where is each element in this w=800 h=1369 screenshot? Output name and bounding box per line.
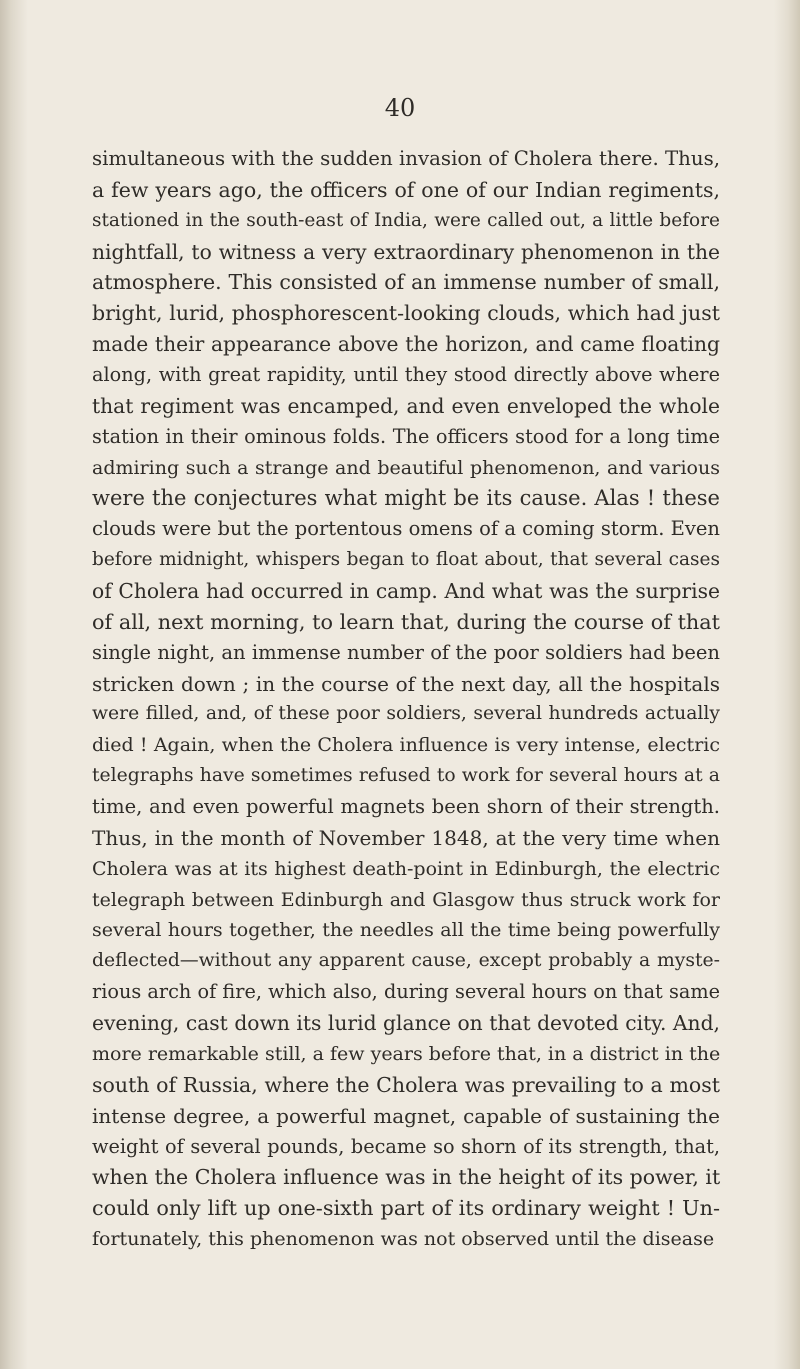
- text-line: were filled, and, of these poor soldiers, several hundreds actually: [92, 703, 720, 725]
- text-line: when the Cholera influence was in the height of its power, it: [92, 1165, 721, 1190]
- text-line: fortunately, this phenomenon was not observed until the disease: [92, 1228, 715, 1251]
- page-number: 40: [384, 94, 416, 122]
- text-line: simultaneous with the sudden invasion of Cholera there. Thus,: [92, 147, 721, 170]
- text-line: intense degree, a powerful magnet, capable of sustaining the: [92, 1103, 720, 1128]
- text-line: evening, cast down its lurid glance on that devoted city. And,: [92, 1011, 720, 1036]
- text-line: of all, next morning, to learn that, during the course of that: [92, 609, 720, 634]
- text-line: Cholera was at its highest death-point in Edinburgh, the electric: [92, 857, 720, 880]
- text-line: atmosphere. This consisted of an immense number of small,: [92, 270, 720, 295]
- text-line: stationed in the south-east of India, were called out, a little before: [92, 209, 720, 231]
- text-line: Thus, in the month of November 1848, at the very time when: [92, 825, 720, 850]
- text-line: single night, an immense number of the poor soldiers had been: [92, 640, 720, 664]
- text-line: time, and even powerful magnets been shorn of their strength.: [92, 795, 720, 819]
- text-line: several hours together, the needles all the time being powerfully: [92, 919, 720, 942]
- text-line: before midnight, whispers began to float about, that several cases: [92, 549, 720, 571]
- text-line: clouds were but the portentous omens of a coming storm. Even: [92, 517, 720, 541]
- text-line: deflected—without any apparent cause, except probably a myste-: [92, 950, 720, 972]
- text-line: weight of several pounds, became so shorn of its strength, that,: [92, 1134, 720, 1158]
- text-line: bright, lurid, phosphorescent-looking clouds, which had just: [92, 301, 720, 326]
- text-line: nightfall, to witness a very extraordinary phenomenon in the: [92, 239, 720, 264]
- text-line: station in their ominous folds. The officers stood for a long time: [92, 424, 720, 448]
- text-line: rious arch of fire, which also, during several hours on that same: [92, 980, 720, 1004]
- text-line: that regiment was encamped, and even enveloped the whole: [92, 393, 720, 418]
- text-line: could only lift up one-sixth part of its ordinary weight ! Un-: [92, 1196, 720, 1221]
- text-line: made their appearance above the horizon, and came floating: [92, 332, 720, 357]
- page-right-edge-shadow: [774, 0, 800, 1369]
- text-line: more remarkable still, a few years before that, in a district in the: [92, 1042, 721, 1065]
- text-line: telegraphs have sometimes refused to work for several hours at a: [92, 765, 720, 787]
- text-line: stricken down ; in the course of the next day, all the hospitals: [92, 671, 720, 696]
- text-line: died ! Again, when the Cholera influence is very intense, electric: [92, 734, 720, 757]
- text-line: admiring such a strange and beautiful phenomenon, and various: [92, 456, 720, 479]
- page-left-edge-shadow: [0, 0, 28, 1369]
- text-line: were the conjectures what might be its cause. Alas ! these: [92, 486, 720, 511]
- text-line: of Cholera had occurred in camp. And what was the surprise: [92, 579, 720, 604]
- text-line: along, with great rapidity, until they stood directly above where: [92, 363, 720, 387]
- text-line: south of Russia, where the Cholera was prevailing to a most: [92, 1072, 720, 1097]
- text-line: telegraph between Edinburgh and Glasgow thus struck work for: [92, 888, 720, 911]
- body-text: [92, 144, 720, 1255]
- text-line: a few years ago, the officers of one of our Indian regiments,: [92, 177, 720, 202]
